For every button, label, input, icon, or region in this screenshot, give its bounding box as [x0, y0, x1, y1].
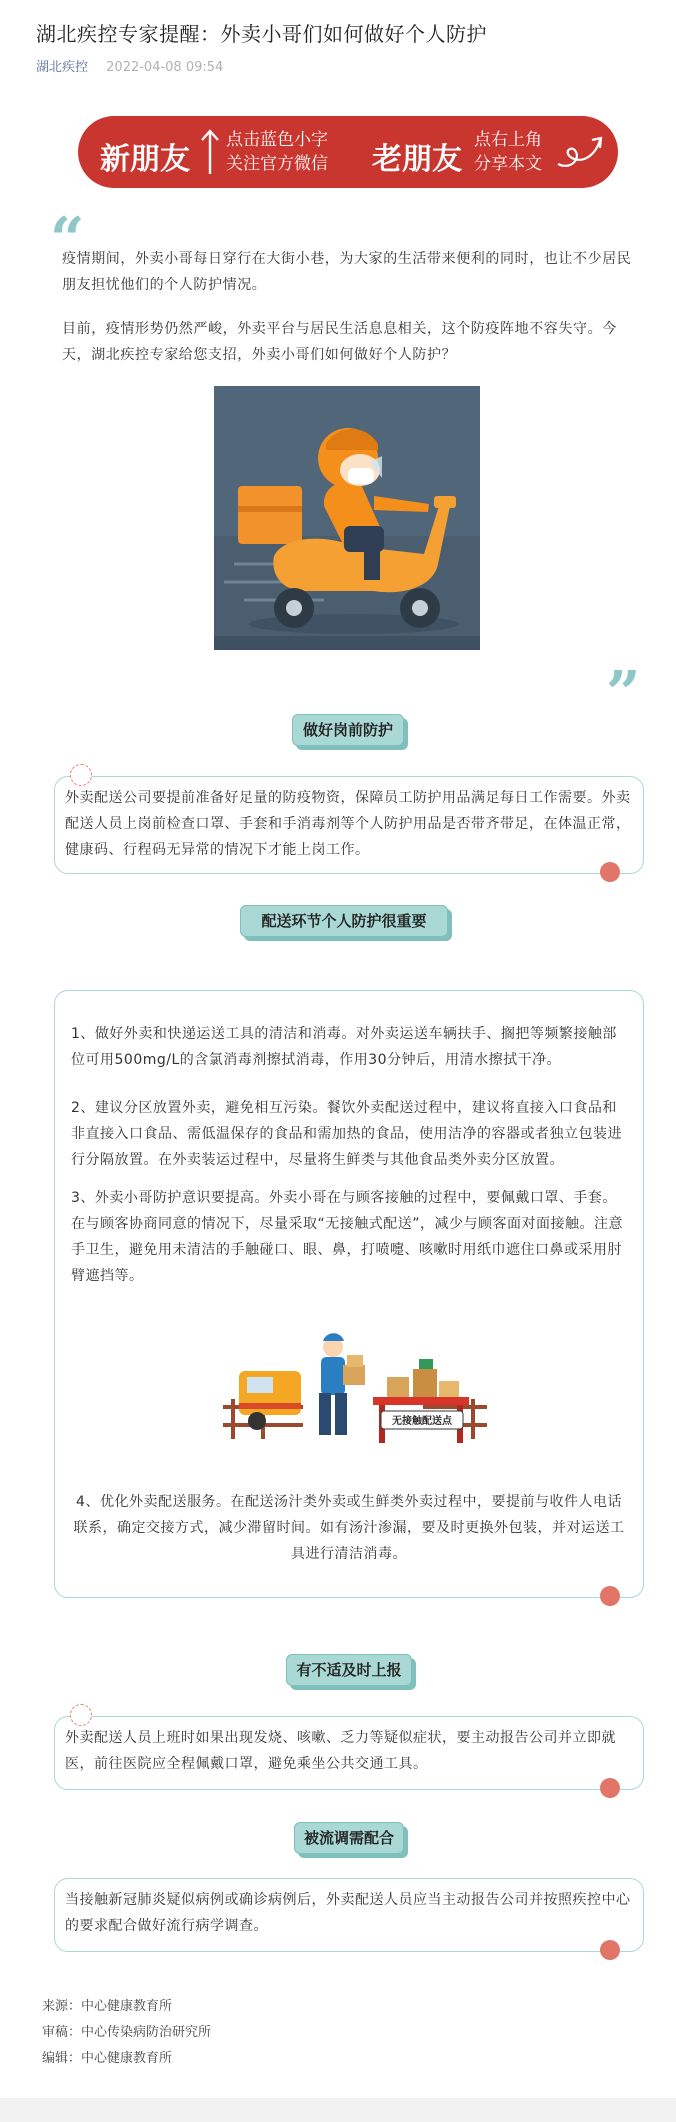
new-friend-label: 新朋友 [100, 142, 190, 177]
up-arrow-icon [200, 128, 220, 176]
old-friend-hint-line1: 点右上角 [474, 130, 542, 150]
open-quote-icon: “ [50, 205, 85, 275]
follow-share-banner[interactable] [78, 116, 618, 188]
section-body-epi-survey: 当接触新冠肺炎疑似病例或确诊病例后，外卖配送人员应当主动报告公司并按照疾控中心的要求配合做好流行病学调查。 [65, 1892, 631, 1934]
article-meta [36, 56, 223, 75]
intro-paragraph-2: 目前，疫情形势仍然严峻，外卖平台与居民生活息息相关，这个防疫阵地不容失守。今天，湖北疾控专家给您支招，外卖小哥们如何做好个人防护？ [62, 321, 617, 363]
old-friend-label: 老朋友 [372, 142, 462, 177]
decor-dot-icon [600, 1778, 620, 1798]
bottom-divider [0, 2098, 676, 2122]
delivery-item-2: 2、建议分区放置外卖，避免相互污染。餐饮外卖配送过程中，建议将直接入口食品和非直接入口食品、需低温保存的食品和需加热的食品，使用洁净的容器或者独立包装进行分隔放置。在外卖装运过程中，尽量将生鲜类与其他食品类外卖分区放置。 [71, 1100, 622, 1168]
credit-source: 来源：中心健康教育所 [42, 1999, 173, 2014]
delivery-rider-image [214, 386, 480, 650]
section-body-pre-shift: 外卖配送公司要提前准备好足量的防疫物资，保障员工防护用品满足每日工作需要。外卖配送人员上岗前检查口罩、手套和手消毒剂等个人防护用品是否带齐带足，在体温正常，健康码、行程码无异常的情况下才能上岗工作。 [65, 790, 631, 858]
decor-dot-icon [600, 862, 620, 882]
old-friend-hint-line2: 分享本文 [474, 154, 542, 174]
new-friend-hint [226, 128, 328, 176]
new-friend-hint-line2: 关注官方微信 [226, 154, 328, 174]
decor-dot-icon [600, 1586, 620, 1606]
section-card-delivery [54, 990, 644, 1598]
section-card-pre-shift [54, 776, 644, 874]
share-arrow-icon [554, 130, 606, 174]
section-heading-pre-shift: 做好岗前防护 [292, 714, 404, 746]
section-heading-report: 有不适及时上报 [286, 1654, 412, 1686]
contactless-delivery-image [223, 1329, 487, 1461]
section-card-report [54, 1716, 644, 1790]
article-title: 湖北疾控专家提醒：外卖小哥们如何做好个人防护 [36, 22, 487, 46]
decor-ring-icon [70, 764, 92, 786]
credit-review: 审稿：中心传染病防治研究所 [42, 2025, 212, 2040]
close-quote-icon: ” [606, 659, 641, 729]
contactless-point-label: 无接触配送点 [392, 1416, 452, 1427]
author-link[interactable]: 湖北疾控 [36, 60, 89, 75]
decor-dot-icon [600, 1940, 620, 1960]
section-heading-epi-survey: 被流调需配合 [294, 1822, 404, 1854]
new-friend-hint-line1: 点击蓝色小字 [226, 130, 328, 150]
section-body-report: 外卖配送人员上班时如果出现发烧、咳嗽、乏力等疑似症状，要主动报告公司并立即就医，前往医院应全程佩戴口罩，避免乘坐公共交通工具。 [65, 1730, 616, 1772]
delivery-item-1: 1、做好外卖和快递运送工具的清洁和消毒。对外卖运送车辆扶手、搁把等频繁接触部位可用500mg/L的含氯消毒剂擦拭消毒，作用30分钟后，用清水擦拭干净。 [71, 1026, 617, 1068]
section-heading-delivery: 配送环节个人防护很重要 [240, 905, 448, 937]
delivery-item-3: 3、外卖小哥防护意识要提高。外卖小哥在与顾客接触的过程中，要佩戴口罩、手套。在与顾客协商同意的情况下，尽量采取“无接触式配送”，减少与顾客面对面接触。注意手卫生，避免用未清洁的手触碰口、眼、鼻，打喷嚏、咳嗽时用纸巾遮住口鼻或采用肘臂遮挡等。 [71, 1190, 624, 1284]
decor-ring-icon [70, 1704, 92, 1726]
publish-date: 2022-04-08 09:54 [106, 60, 224, 75]
credit-editor: 编辑：中心健康教育所 [42, 2051, 173, 2066]
delivery-item-4: 4、优化外卖配送服务。在配送汤汁类外卖或生鲜类外卖过程中，要提前与收件人电话联系，确定交接方式，减少滞留时间。如有汤汁渗漏，要及时更换外包装，并对运送工具进行清洁消毒。 [73, 1494, 625, 1562]
intro-paragraph-1: 疫情期间，外卖小哥每日穿行在大街小巷，为大家的生活带来便利的同时，也让不少居民朋友担忧他们的个人防护情况。 [62, 251, 632, 293]
section-card-epi-survey [54, 1878, 644, 1952]
old-friend-hint [474, 128, 542, 176]
